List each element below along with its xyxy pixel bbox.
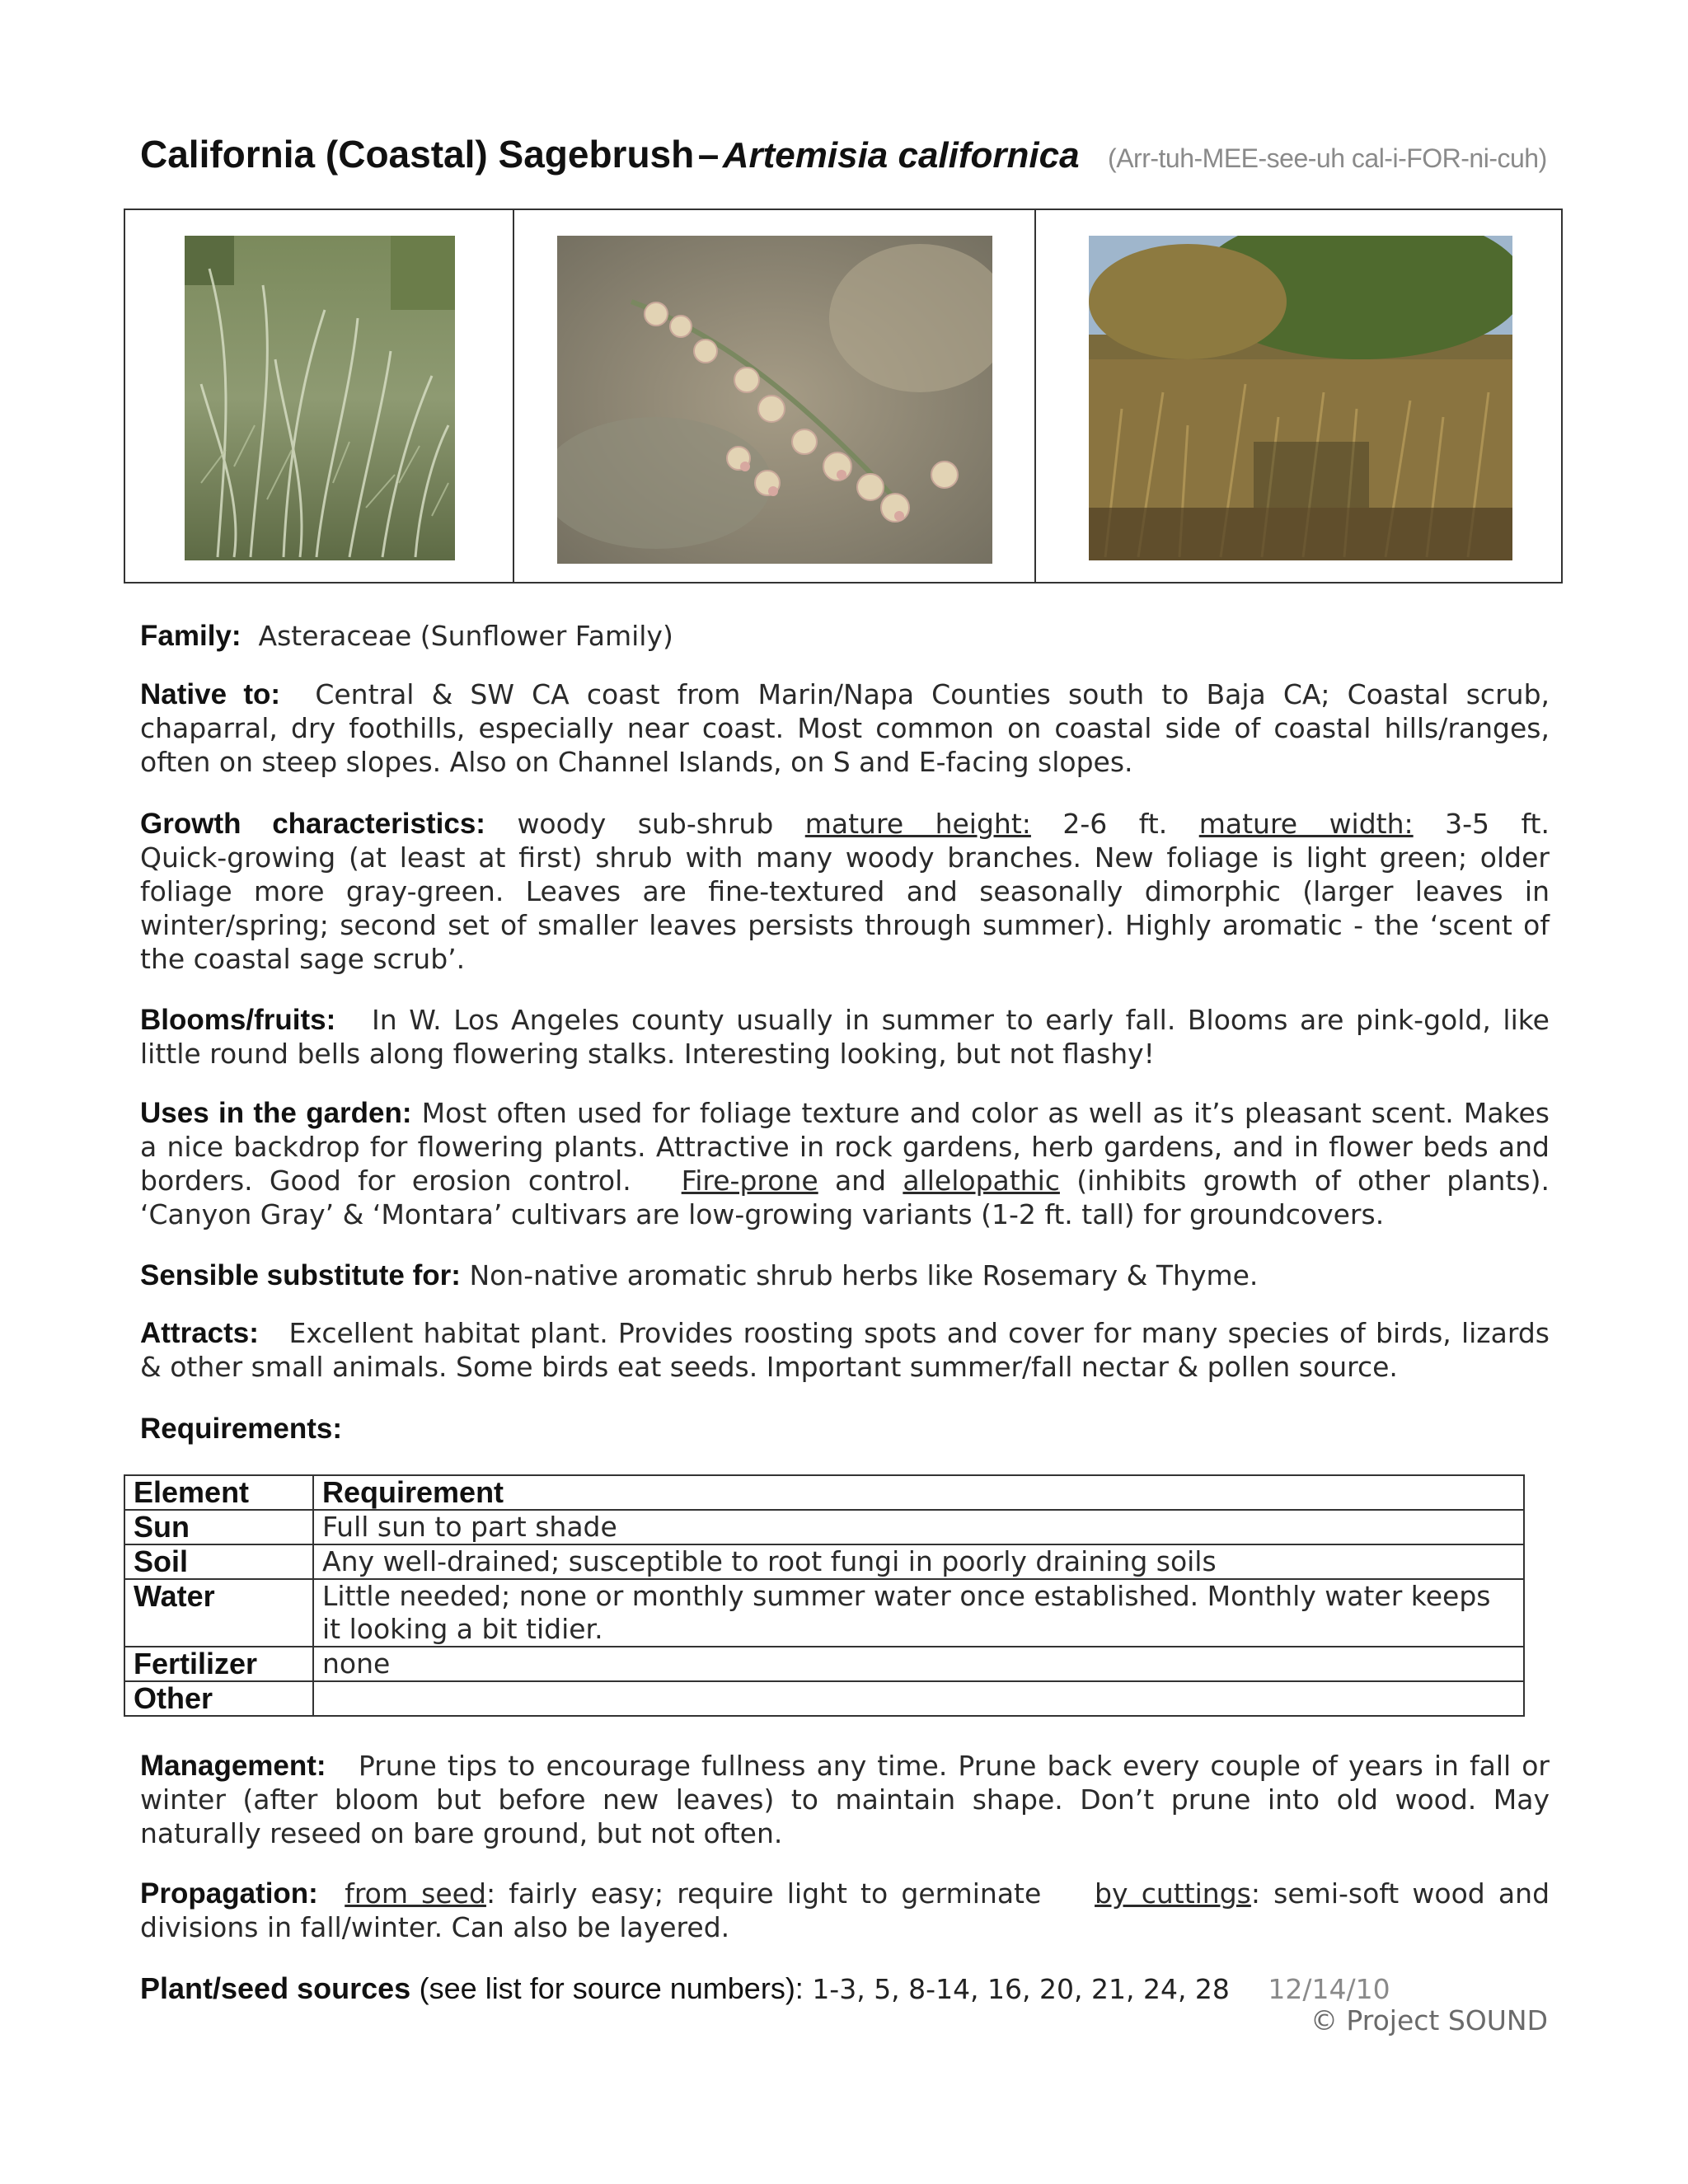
attracts-section bbox=[140, 1316, 1550, 1384]
element-cell: Other bbox=[124, 1681, 313, 1716]
mature-width-value: 3-5 ft. bbox=[1445, 808, 1550, 840]
sagebrush-shrub-photo bbox=[185, 236, 455, 560]
mature-height-value: 2-6 ft. bbox=[1062, 808, 1168, 840]
blooms-text: In W. Los Angeles county usually in summer to early fall. Blooms are pink-gold, like little round bells along flowering stalks. Interesting looking, but not flashy! bbox=[140, 1004, 1550, 1070]
sagebrush-hillside-photo bbox=[1089, 236, 1512, 560]
blooms-section bbox=[140, 1003, 1550, 1071]
uses-and: and bbox=[834, 1165, 887, 1197]
sources-line bbox=[140, 1971, 1390, 2006]
title-dash: – bbox=[697, 133, 720, 176]
growth-section bbox=[140, 807, 1550, 976]
requirement-cell: Little needed; none or monthly summer water once established. Monthly water keeps it looking a bit tidier. bbox=[313, 1579, 1524, 1647]
table-header-row bbox=[124, 1475, 1524, 1510]
sagebrush-bloom-closeup-photo bbox=[557, 236, 992, 564]
substitute-section bbox=[140, 1258, 1550, 1292]
by-cuttings-text: : semi-soft wood and divisions in fall/winter. Can also be layered. bbox=[140, 1877, 1550, 1943]
mature-width-label: mature width: bbox=[1198, 808, 1414, 840]
fire-prone-term: Fire-prone bbox=[681, 1165, 818, 1197]
blooms-label: Blooms/fruits: bbox=[140, 1004, 336, 1036]
element-cell: Sun bbox=[124, 1510, 313, 1544]
attracts-text: Excellent habitat plant. Provides roosting spots and cover for many species of birds, lizards & other small animals. Some birds eat seeds. Important summer/fall nectar & pollen source. bbox=[140, 1317, 1550, 1383]
revision-date: 12/14/10 bbox=[1268, 1973, 1390, 2005]
attracts-label: Attracts: bbox=[140, 1317, 259, 1349]
management-section bbox=[140, 1749, 1550, 1850]
copyright: © Project SOUND bbox=[1310, 2004, 1548, 2036]
requirement-cell bbox=[313, 1681, 1524, 1716]
photo-cell-2 bbox=[513, 210, 1034, 582]
latin-name: Artemisia californica bbox=[722, 135, 1080, 176]
growth-habit: woody sub-shrub bbox=[517, 808, 774, 840]
table-row bbox=[124, 1579, 1524, 1647]
table-row bbox=[124, 1510, 1524, 1544]
column-header-requirement: Requirement bbox=[313, 1475, 1524, 1510]
element-cell: Fertilizer bbox=[124, 1647, 313, 1681]
sources-label: Plant/seed sources bbox=[140, 1971, 411, 2005]
requirements-heading bbox=[140, 1412, 1550, 1446]
propagation-label: Propagation: bbox=[140, 1877, 318, 1910]
photo-cell-3 bbox=[1034, 210, 1561, 582]
uses-text-a: Most often used for foliage texture and color as well as it’s pleasant scent. Makes a nice backdrop for flowering plants. Attractive in rock gardens, herb gardens, and in flower beds and borders. Good for erosion control. bbox=[140, 1097, 1550, 1197]
photo-cell-1 bbox=[125, 210, 513, 582]
from-seed-term: from seed bbox=[345, 1877, 486, 1910]
family-label: Family: bbox=[140, 620, 241, 652]
requirements-label: Requirements: bbox=[140, 1413, 343, 1445]
growth-first-line bbox=[140, 807, 1550, 841]
table-row bbox=[124, 1681, 1524, 1716]
uses-section bbox=[140, 1096, 1550, 1231]
pronunciation: (Arr-tuh-MEE-see-uh cal-i-FOR-ni-cuh) bbox=[1108, 143, 1547, 173]
from-seed-text: : fairly easy; require light to germinate bbox=[485, 1877, 1042, 1910]
photo-table bbox=[124, 209, 1563, 583]
page-title bbox=[140, 132, 1558, 176]
table-row bbox=[124, 1647, 1524, 1681]
native-section bbox=[140, 677, 1550, 779]
by-cuttings-term: by cuttings bbox=[1095, 1877, 1251, 1910]
uses-text-b: (inhibits growth of other plants). ‘Canyon Gray’ & ‘Montara’ cultivars are low-growing variants (1-2 ft. tall) for groundcovers. bbox=[140, 1165, 1550, 1230]
element-cell: Soil bbox=[124, 1544, 313, 1579]
native-label: Native to: bbox=[140, 678, 281, 710]
substitute-label: Sensible substitute for: bbox=[140, 1259, 461, 1291]
propagation-section bbox=[140, 1877, 1550, 1944]
management-text: Prune tips to encourage fullness any time. Prune back every couple of years in fall or winter (after bloom but before new leaves) to maintain shape. Don’t prune into old wood. May naturally reseed on bare ground, but not often. bbox=[140, 1750, 1550, 1849]
source-numbers: 1-3, 5, 8-14, 16, 20, 21, 24, 28 bbox=[812, 1973, 1230, 2005]
mature-height-label: mature height: bbox=[804, 808, 1031, 840]
growth-text: Quick-growing (at least at first) shrub with many woody branches. New foliage is light green; older foliage more gray-green. Leaves are fine-textured and seasonally dimorphic (larger leaves in winter/spring; second set of smaller leaves persists through summer). Highly aromatic - the ‘scent of the coastal sage scrub’. bbox=[140, 841, 1550, 975]
requirements-table bbox=[124, 1474, 1525, 1717]
growth-label: Growth characteristics: bbox=[140, 808, 485, 840]
family-text: Asteraceae (Sunflower Family) bbox=[258, 620, 673, 652]
table-row bbox=[124, 1544, 1524, 1579]
substitute-text: Non-native aromatic shrub herbs like Rosemary & Thyme. bbox=[469, 1259, 1259, 1291]
management-label: Management: bbox=[140, 1750, 326, 1782]
column-header-element: Element bbox=[124, 1475, 313, 1510]
requirement-cell: none bbox=[313, 1647, 1524, 1681]
uses-label: Uses in the garden: bbox=[140, 1097, 412, 1129]
family-section bbox=[140, 619, 1550, 653]
native-text: Central & SW CA coast from Marin/Napa Counties south to Baja CA; Coastal scrub, chaparral, dry foothills, especially near coast. Most common on coastal side of coastal hills/ranges, often on steep slopes. Also on Channel Islands, on S and E-facing slopes. bbox=[140, 678, 1550, 778]
requirement-cell: Full sun to part shade bbox=[313, 1510, 1524, 1544]
element-cell: Water bbox=[124, 1579, 313, 1647]
allelopathic-term: allelopathic bbox=[903, 1165, 1060, 1197]
sources-note: (see list for source numbers): bbox=[419, 1971, 804, 2005]
requirement-cell: Any well-drained; susceptible to root fungi in poorly draining soils bbox=[313, 1544, 1524, 1579]
common-name: California (Coastal) Sagebrush bbox=[140, 133, 695, 176]
